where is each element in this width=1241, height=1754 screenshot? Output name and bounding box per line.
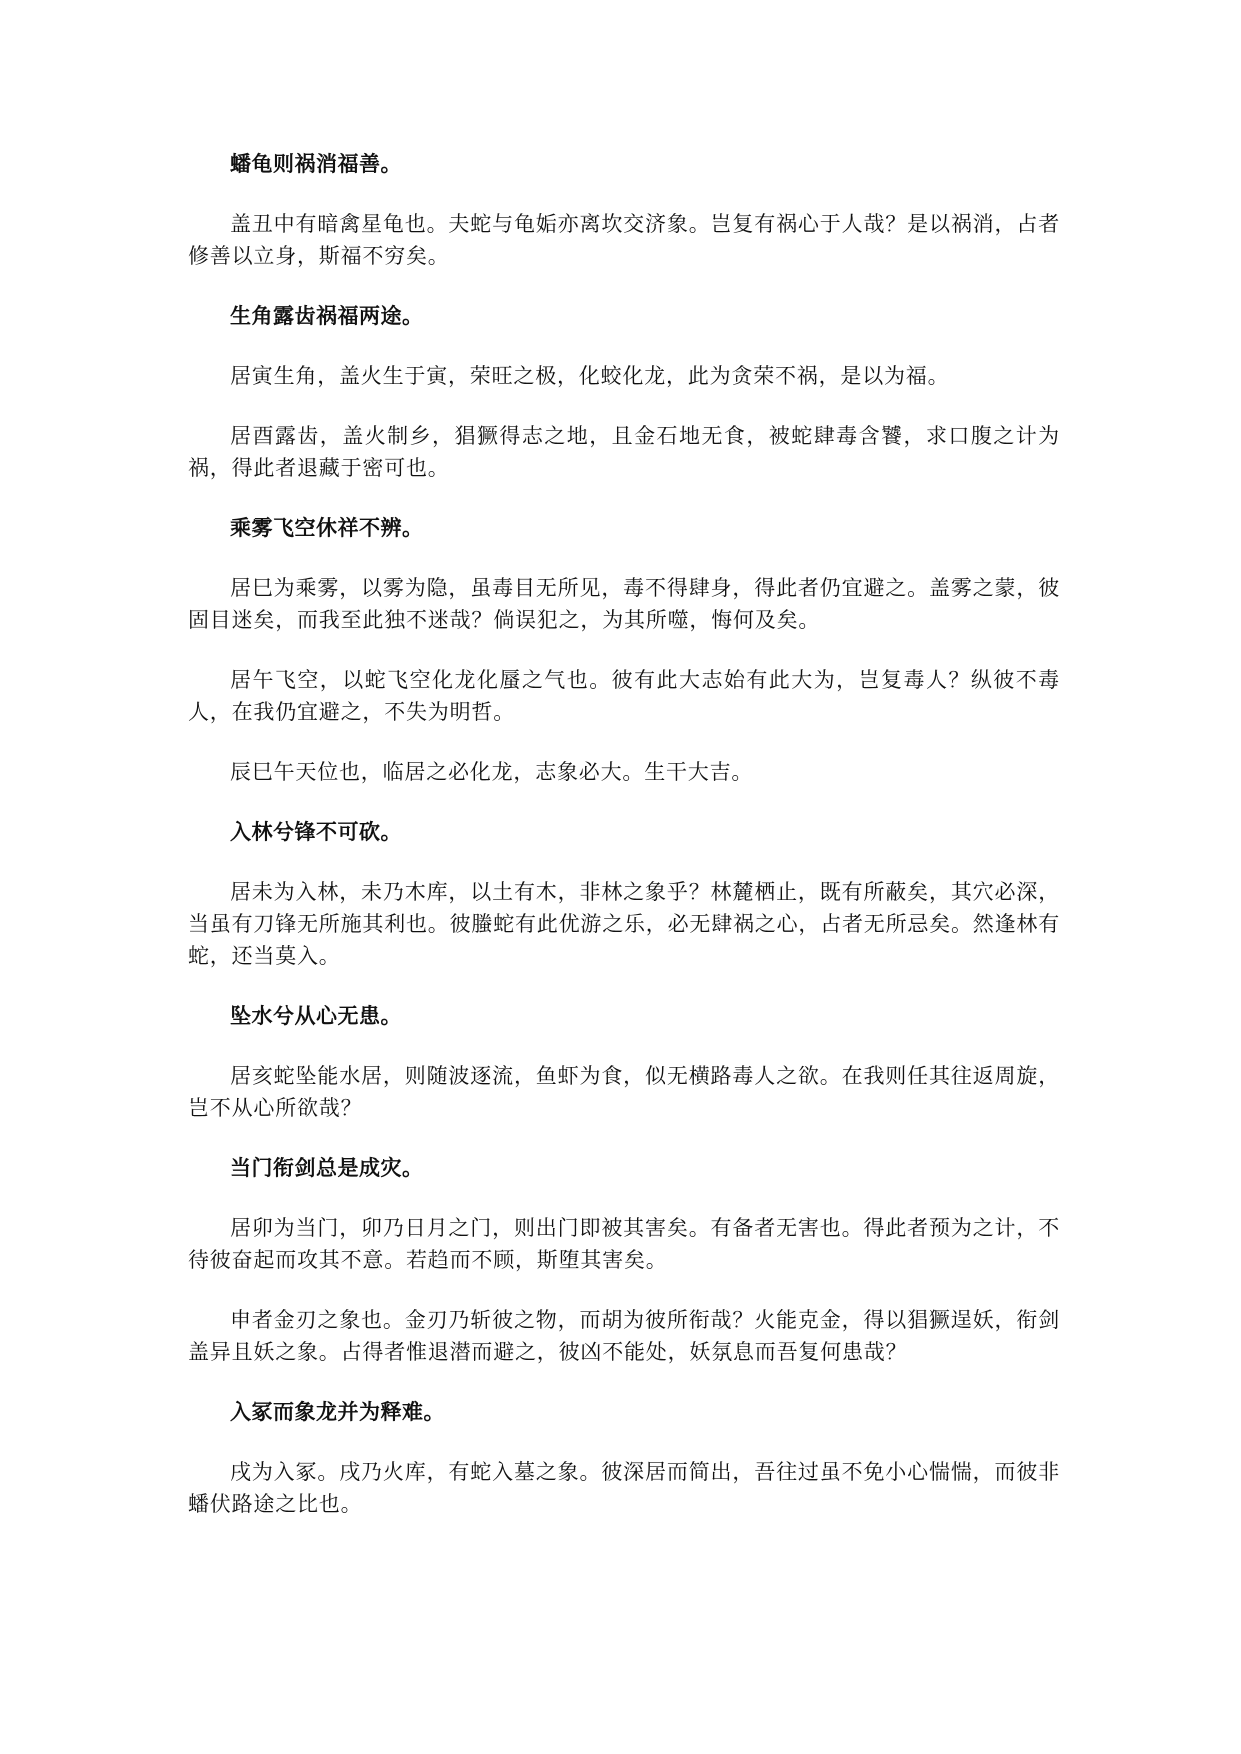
- paragraph: 居未为入林，未乃木库，以土有木，非林之象乎？林麓栖止，既有所蔽矣，其穴必深，当虽有刀锋无所施其利也。彼螣蛇有此优游之乐，必无肆祸之心，占者无所忌矣。然逢林有蛇，还当莫入。: [188, 880, 1060, 968]
- paragraph: 居酉露齿，盖火制乡，猖獗得志之地，且金石地无食，被蛇肆毒含饕，求口腹之计为祸，得此者退藏于密可也。: [188, 424, 1060, 480]
- section-heading: 蟠龟则祸消福善。: [230, 152, 402, 176]
- paragraph: 辰巳午天位也，临居之必化龙，志象必大。生干大吉。: [230, 760, 754, 784]
- section-heading: 入冢而象龙并为释难。: [230, 1400, 445, 1424]
- paragraph: 居寅生角，盖火生于寅，荣旺之极，化蛟化龙，此为贪荣不祸，是以为福。: [230, 364, 950, 388]
- section-heading: 当门衔剑总是成灾。: [230, 1156, 424, 1180]
- paragraph: 居巳为乘雾，以雾为隐，虽毒目无所见，毒不得肆身，得此者仍宜避之。盖雾之蒙，彼固目迷矣，而我至此独不迷哉？倘误犯之，为其所噬，悔何及矣。: [188, 576, 1060, 632]
- section-heading: 生角露齿祸福两途。: [230, 304, 424, 328]
- paragraph: 居午飞空，以蛇飞空化龙化蜃之气也。彼有此大志始有此大为，岂复毒人？纵彼不毒人，在我仍宜避之，不失为明哲。: [188, 668, 1060, 724]
- section-heading: 乘雾飞空休祥不辨。: [230, 516, 424, 540]
- section-heading: 入林兮锋不可砍。: [230, 820, 402, 844]
- section-heading: 坠水兮从心无患。: [230, 1004, 402, 1028]
- paragraph: 申者金刃之象也。金刃乃斩彼之物，而胡为彼所衔哉？火能克金，得以猖獗逞妖，衔剑盖异且妖之象。占得者惟退潜而避之，彼凶不能处，妖氛息而吾复何患哉？: [188, 1308, 1060, 1364]
- paragraph: 居亥蛇坠能水居，则随波逐流，鱼虾为食，似无横路毒人之欲。在我则任其往返周旋，岂不从心所欲哉？: [188, 1064, 1060, 1120]
- document-body: [188, 148, 1060, 1548]
- paragraph: 戌为入冢。戌乃火库，有蛇入墓之象。彼深居而简出，吾往过虽不免小心惴惴，而彼非蟠伏路途之比也。: [188, 1460, 1060, 1516]
- paragraph: 盖丑中有暗禽星龟也。夫蛇与龟姤亦离坎交济象。岂复有祸心于人哉？是以祸消，占者修善以立身，斯福不穷矣。: [188, 212, 1060, 268]
- paragraph: 居卯为当门，卯乃日月之门，则出门即被其害矣。有备者无害也。得此者预为之计，不待彼奋起而攻其不意。若趋而不顾，斯堕其害矣。: [188, 1216, 1060, 1272]
